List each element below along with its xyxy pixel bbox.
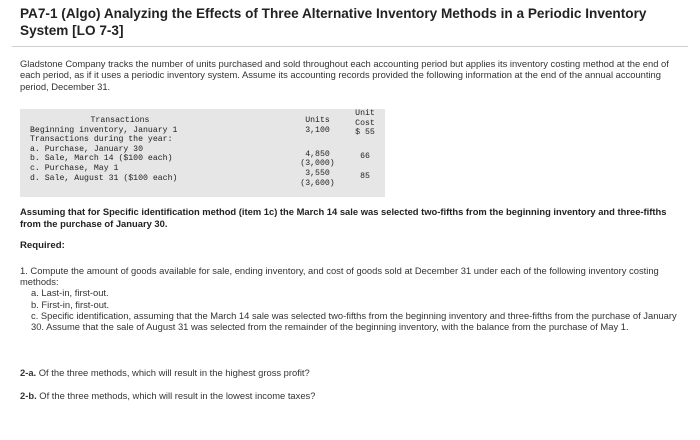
question-1 [20, 265, 685, 332]
question-1b: b. First-in, first-out. [31, 298, 110, 310]
table-row-cost [350, 138, 380, 148]
table-row-label: b. Sale, March 14 ($100 each) [30, 154, 173, 164]
table-row-cost [350, 181, 380, 191]
table-row-units: 3,100 [305, 125, 330, 135]
table-row-units [290, 135, 345, 145]
transactions-header: Transactions [90, 116, 150, 125]
table-row-label: d. Sale, August 31 ($100 each) [30, 173, 178, 183]
table-row-cost: $ 55 [355, 128, 375, 138]
question-1a: a. Last-in, first-out. [31, 287, 109, 299]
question-2b-text: Of the three methods, which will result in the lowest income taxes? [39, 390, 316, 401]
units-column [290, 116, 345, 188]
required-heading: Required: [20, 240, 65, 251]
assumption-text: Assuming that for Specific identification method (item 1c) the March 14 sale was selected two-fifths from the beginning inventory and three-fifths from the purchase of January 30. [20, 206, 667, 229]
table-row-label: Transactions during the year: [30, 135, 173, 145]
units-header: Units [305, 116, 330, 125]
question-2a-text: Of the three methods, which will result in the highest gross profit? [38, 367, 310, 378]
transactions-table [20, 109, 385, 197]
transactions-column [30, 116, 290, 183]
question-1c: c. Specific identification, assuming that the March 14 sale was selected two-fifths from the beginning inventory and three-fifths from the purchase of January 30. Assume that the sale of August 31 was selected from the remainder of the beginning inventory, with the balance from the purchase of May 1. [31, 309, 677, 333]
table-row-units: 4,850 [305, 149, 330, 159]
question-2b [20, 390, 315, 401]
question-2a-label: 2-a. [20, 367, 37, 378]
table-row-label: a. Purchase, January 30 [30, 144, 144, 154]
problem-title: PA7-1 (Algo) Analyzing the Effects of Three Alternative Inventory Methods in a Periodic Inventory System [LO 7-3] [20, 6, 647, 38]
unit-cost-header-line1: Unit [355, 109, 375, 118]
question-2a [20, 367, 310, 378]
table-row-label: Beginning inventory, January 1 [30, 125, 178, 135]
title-divider [12, 46, 688, 47]
table-row-cost: 85 [360, 171, 370, 181]
table-row-units: (3,000) [300, 159, 335, 169]
table-row-units: (3,600) [300, 178, 335, 188]
intro-paragraph: Gladstone Company tracks the number of units purchased and sold throughout each accounting period but applies its inventory costing method at the end of each period, as if it uses a periodic inventory system. Assume its accounting records provided the following information at the end of the annual accounting period, December 31. [20, 58, 669, 92]
unit-cost-header-line2: Cost [355, 118, 375, 128]
unit-cost-column [350, 109, 380, 191]
table-row-label: c. Purchase, May 1 [30, 163, 119, 173]
table-row-units: 3,550 [305, 168, 330, 178]
question-2b-label: 2-b. [20, 390, 37, 401]
question-1-main: 1. Compute the amount of goods available for sale, ending inventory, and cost of goods sold at December 31 under each of the following inventory costing methods: [20, 265, 659, 288]
table-row-cost [350, 162, 380, 172]
table-row-cost: 66 [360, 152, 370, 162]
